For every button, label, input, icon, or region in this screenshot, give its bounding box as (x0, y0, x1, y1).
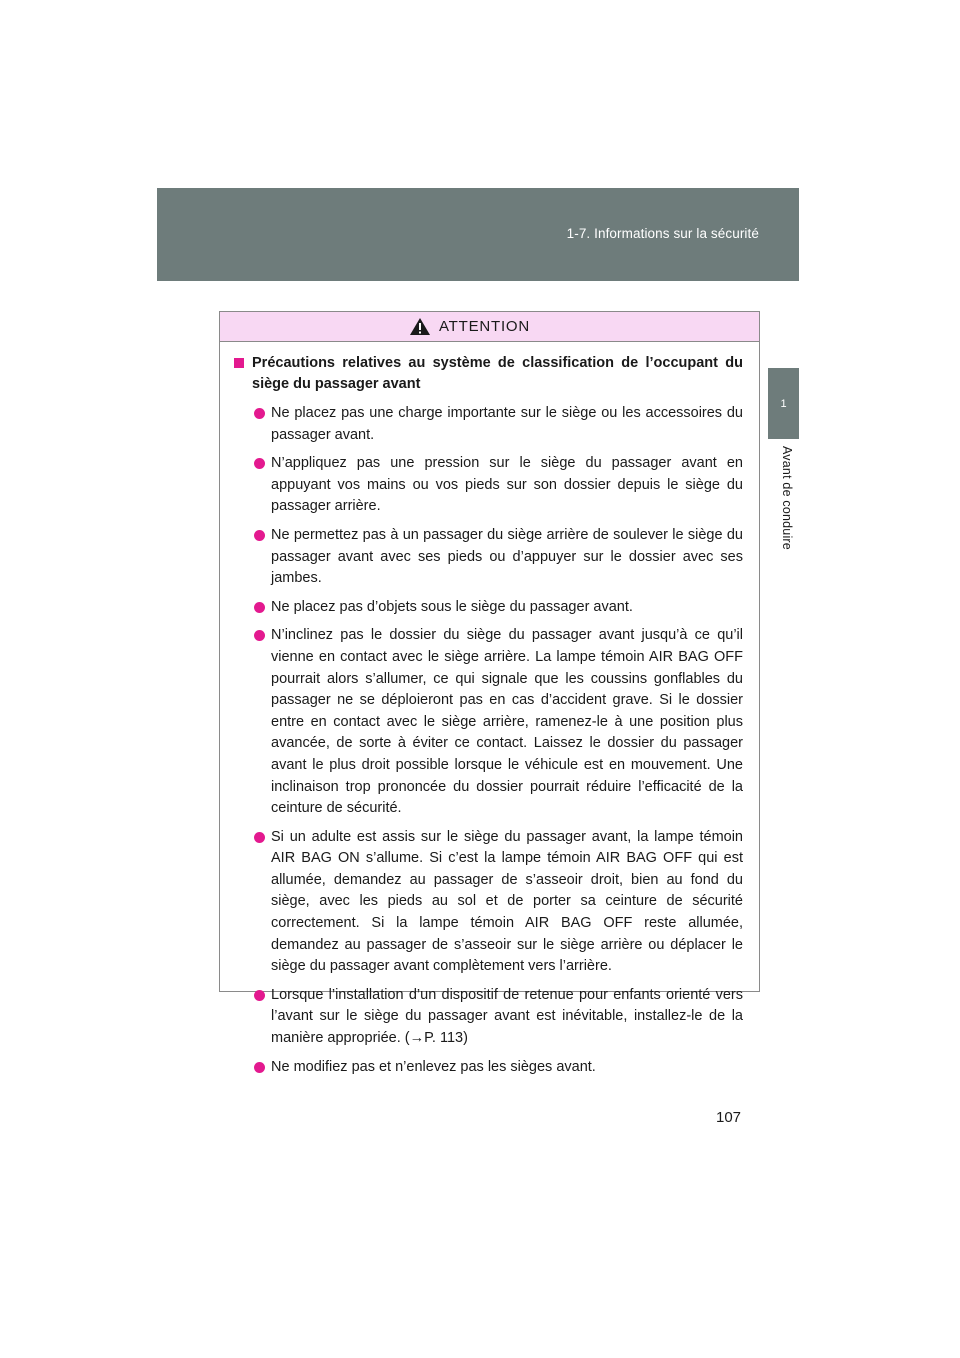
circle-bullet-icon (254, 530, 265, 541)
list-item: N’inclinez pas le dossier du siège du passager avant jusqu’à ce qu’il vienne en contact avec le siège arrière. La lampe témoin AIR BAG OFF pourrait alors s’allumer, ce qui signale que les coussins gonflables du passager ne se déploieront pas en cas d’accident grave. Si le dossier entre en contact avec le siège arrière, ramenez-le à une position plus avancée, de sorte à éviter ce contact. Laissez le dossier du passager avant le plus droit possible lorsque le véhicule est en mouvement. Une inclinaison trop prononcée du dossier pourrait réduire l’efficacité de la ceinture de sécurité. (254, 625, 743, 819)
caution-header (220, 312, 759, 342)
chapter-header-band (157, 188, 799, 281)
section-title: 1-7. Informations sur la sécurité (566, 226, 759, 241)
list-item: Ne permettez pas à un passager du siège arrière de soulever le siège du passager avant avec ses pieds ou d’appuyer sur le dossier avec ses jambes. (254, 525, 743, 590)
square-bullet-icon (234, 358, 244, 368)
circle-bullet-icon (254, 1062, 265, 1073)
circle-bullet-icon (254, 630, 265, 641)
chapter-side-tab (768, 368, 799, 439)
caution-heading-text: Précautions relatives au système de classification de l’occupant du siège du passager avant (252, 355, 743, 392)
caution-list (234, 403, 743, 1078)
circle-bullet-icon (254, 602, 265, 613)
caution-title: ATTENTION (438, 318, 531, 335)
chapter-side-label: Avant de conduire (780, 446, 794, 550)
circle-bullet-icon (254, 458, 265, 469)
list-item: Ne placez pas une charge importante sur le siège ou les accessoires du passager avant. (254, 403, 743, 446)
list-item: N’appliquez pas une pression sur le siège du passager avant en appuyant vos mains ou vos pieds sur son dossier depuis le siège du passager arrière. (254, 453, 743, 518)
list-item: Lorsque l’installation d’un dispositif de retenue pour enfants orienté vers l’avant sur le siège du passager avant est inévitable, installez-le de la manière appropriée. (→P. 113) (254, 985, 743, 1050)
chapter-number: 1 (780, 397, 787, 410)
caution-body (220, 342, 759, 1078)
caution-box (219, 311, 760, 1075)
circle-bullet-icon (254, 832, 265, 843)
list-item: Ne placez pas d’objets sous le siège du passager avant. (254, 597, 743, 619)
page-number: 107 (716, 1109, 742, 1126)
circle-bullet-icon (254, 408, 265, 419)
list-item: Ne modifiez pas et n’enlevez pas les sièges avant. (254, 1057, 743, 1079)
warning-triangle-icon (409, 317, 431, 336)
list-item: Si un adulte est assis sur le siège du passager avant, la lampe témoin AIR BAG ON s’allume. Si c’est la lampe témoin AIR BAG OFF qui est allumée, demandez au passager de s’asseoir droit, bien au fond du siège, avec les pieds au sol et de porter sa ceinture de sécurité correctement. Si la lampe témoin AIR BAG OFF reste allumée, demandez au passager de s’asseoir sur le siège arrière ou déplacer le siège du passager avant complètement vers l’arrière. (254, 827, 743, 978)
caution-heading (234, 353, 743, 395)
circle-bullet-icon (254, 990, 265, 1001)
